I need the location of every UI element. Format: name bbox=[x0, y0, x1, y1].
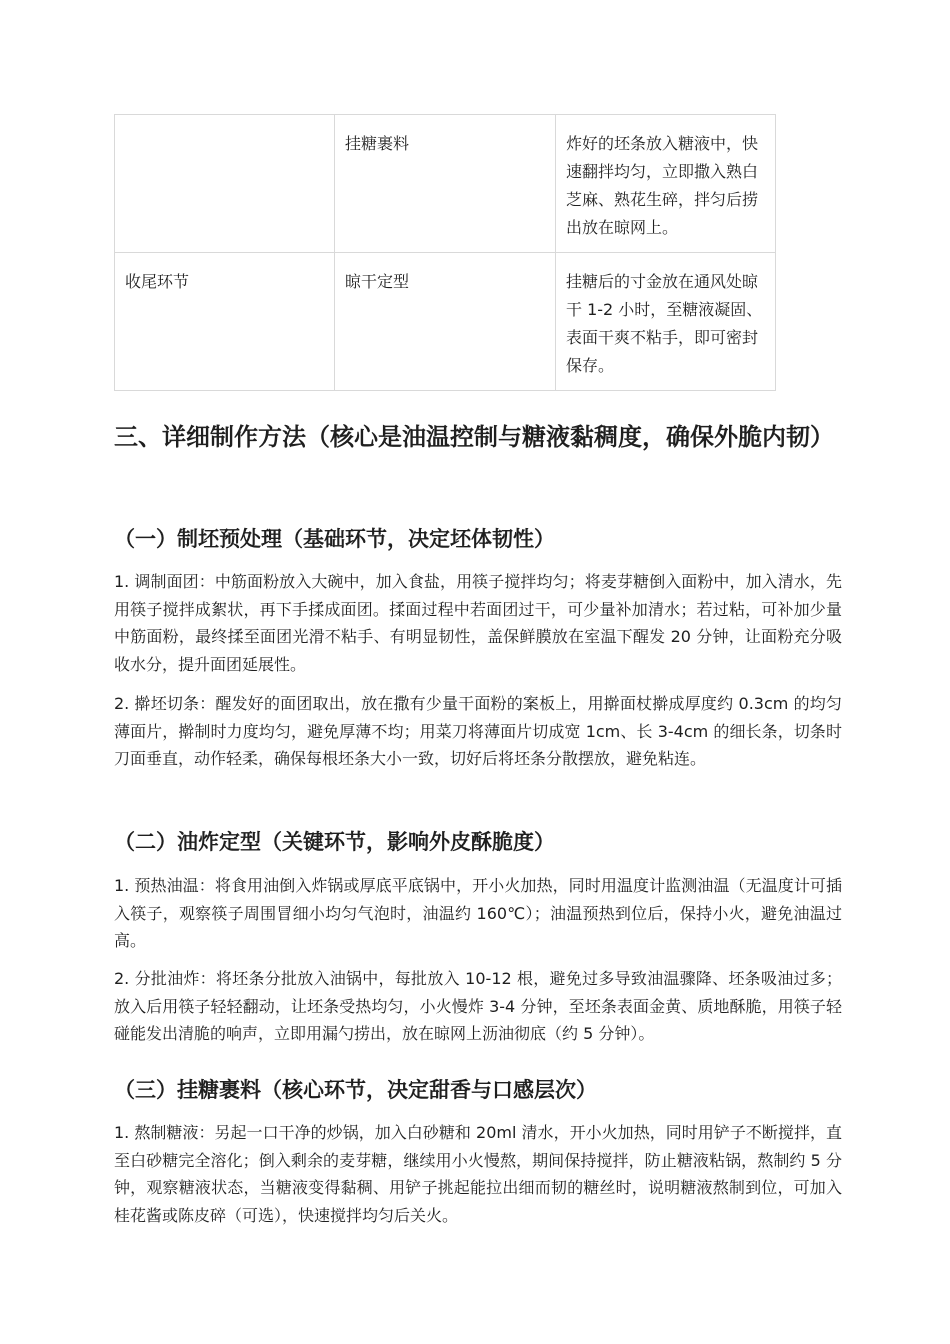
table-cell-step: 晾干定型 bbox=[335, 253, 556, 391]
paragraph-syrup: 1. 熬制糖液：另起一口干净的炒锅，加入白砂糖和 20ml 清水，开小火加热，同时用铲子不断搅拌，直至白砂糖完全溶化；倒入剩余的麦芽糖，继续用小火慢熬，期间保持搅拌，防止糖液粘锅，熬制约 5 分钟，观察糖液状态，当糖液变得黏稠、用铲子挑起能拉出细而韧的糖丝时，说明糖液熬制到位，可加入桂花酱或陈皮碎（可选），快速搅拌均匀后关火。 bbox=[114, 1123, 842, 1225]
table-cell-description: 挂糖后的寸金放在通风处晾干 1-2 小时，至糖液凝固、表面干爽不粘手，即可密封保存。 bbox=[556, 253, 776, 391]
section-heading: 三、详细制作方法（核心是油温控制与糖液黏稠度，确保外脆内韧） bbox=[114, 423, 834, 451]
subsection-heading-frying: （二）油炸定型（关键环节，影响外皮酥脆度） bbox=[114, 830, 555, 854]
subsection-heading-prep: （一）制坯预处理（基础环节，决定坯体韧性） bbox=[114, 527, 555, 551]
paragraph-cutting: 2. 擀坯切条：醒发好的面团取出，放在撒有少量干面粉的案板上，用擀面杖擀成厚度约 0.3cm 的均匀薄面片，擀制时力度均匀，避免厚薄不均；用菜刀将薄面片切成宽 1cm、长 3-4cm 的细长条，切条时刀面垂直，动作轻柔，确保每根坯条大小一致，切好后将坯条分散摆放，避免粘连。 bbox=[114, 694, 842, 768]
subsection-heading-coating: （三）挂糖裹料（核心环节，决定甜香与口感层次） bbox=[114, 1078, 597, 1102]
table-cell-stage bbox=[115, 115, 335, 253]
paragraph-preheat: 1. 预热油温：将食用油倒入炸锅或厚底平底锅中，开小火加热，同时用温度计监测油温（无温度计可插入筷子，观察筷子周围冒细小均匀气泡时，油温约 160℃）；油温预热到位后，保持小火，避免油温过高。 bbox=[114, 876, 842, 950]
table-row bbox=[115, 253, 776, 391]
paragraph-batch-frying: 2. 分批油炸：将坯条分批放入油锅中，每批放入 10-12 根，避免过多导致油温骤降、坯条吸油过多；放入后用筷子轻轻翻动，让坯条受热均匀，小火慢炸 3-4 分钟，至坯条表面金黄、质地酥脆，用筷子轻碰能发出清脆的响声，立即用漏勺捞出，放在晾网上沥油彻底（约 5 分钟）。 bbox=[114, 969, 842, 1043]
table-cell-description: 炸好的坯条放入糖液中，快速翻拌均匀，立即撒入熟白芝麻、熟花生碎，拌匀后捞出放在晾网上。 bbox=[556, 115, 776, 253]
table-row bbox=[115, 115, 776, 253]
process-table bbox=[114, 114, 776, 391]
table-cell-stage: 收尾环节 bbox=[115, 253, 335, 391]
table-cell-step: 挂糖裹料 bbox=[335, 115, 556, 253]
paragraph-dough: 1. 调制面团：中筋面粉放入大碗中，加入食盐，用筷子搅拌均匀；将麦芽糖倒入面粉中，加入清水，先用筷子搅拌成絮状，再下手揉成面团。揉面过程中若面团过干，可少量补加清水；若过粘，可补加少量中筋面粉，最终揉至面团光滑不粘手、有明显韧性，盖保鲜膜放在室温下醒发 20 分钟，让面粉充分吸收水分，提升面团延展性。 bbox=[114, 572, 842, 674]
